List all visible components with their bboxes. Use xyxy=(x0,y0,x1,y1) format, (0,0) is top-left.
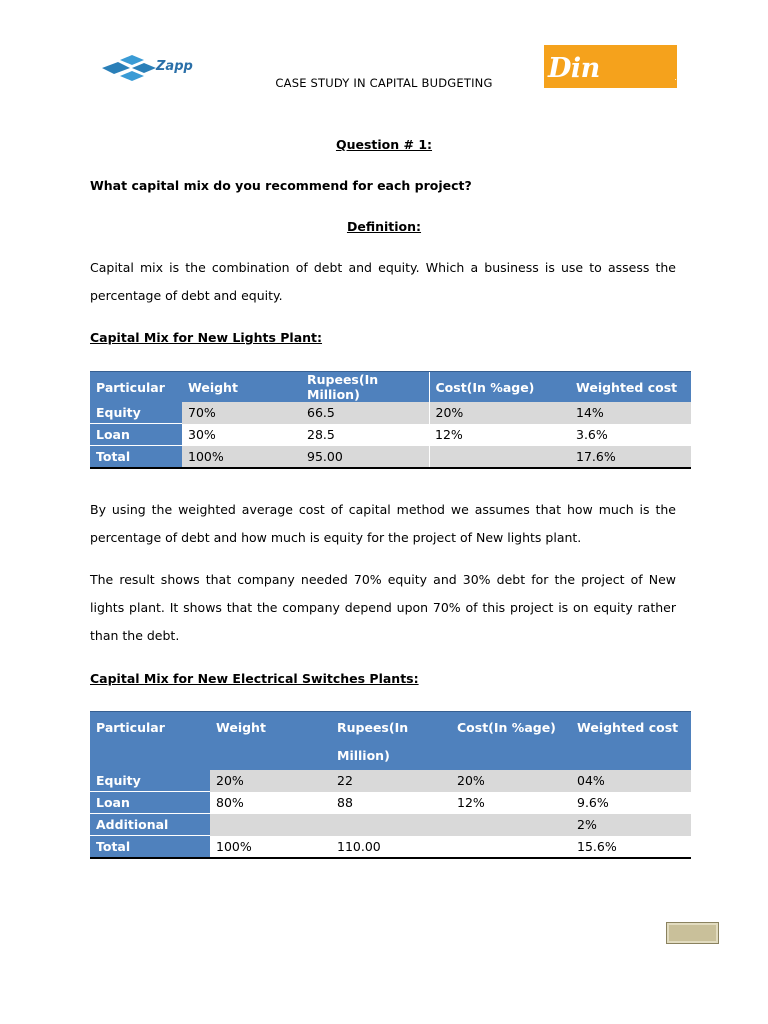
table-cell: 04% xyxy=(571,770,691,792)
table-cell: 20% xyxy=(210,770,331,792)
table-cell: 3.6% xyxy=(576,427,608,442)
logo-script-text: Charagh Din xyxy=(548,15,674,84)
row-label: Equity xyxy=(90,770,210,792)
column-header: Particular xyxy=(90,372,182,403)
row-label: Loan xyxy=(90,792,210,814)
table-cell: 22 xyxy=(331,770,451,792)
table-cell: 20% xyxy=(429,402,570,424)
column-header: Cost(In %age) xyxy=(429,372,570,403)
table-cell xyxy=(451,814,571,836)
table-row xyxy=(90,446,691,469)
column-header: Weight xyxy=(210,712,331,771)
row-label: Equity xyxy=(90,402,182,424)
column-header: Cost(In %age) xyxy=(451,712,571,771)
table-header-row xyxy=(90,712,691,771)
table-cell xyxy=(451,836,571,859)
row-label: Total xyxy=(90,836,210,859)
question-label: Question # 1: xyxy=(335,137,433,152)
table-cell: 12% xyxy=(435,427,463,442)
switches-heading: Capital Mix for New Electrical Switches Plants: xyxy=(90,671,419,686)
table-cell: 2% xyxy=(571,814,691,836)
table-cell: 28.5 xyxy=(307,427,335,442)
table-cell xyxy=(210,814,331,836)
table-cell: 88 xyxy=(337,795,353,810)
table-cell: 80% xyxy=(216,795,244,810)
table-cell: 20% xyxy=(451,770,571,792)
analysis-paragraph-2: The result shows that company needed 70% equity and 30% debt for the project of New lights plant. It shows that the company depend upon 70% of this project is on equity rather than the debt. xyxy=(90,572,676,643)
table-row xyxy=(90,770,691,792)
column-header: Particular xyxy=(90,712,210,771)
table-header-row xyxy=(90,372,691,403)
column-header: Rupees(In Million) xyxy=(331,712,451,771)
column-header: Weighted cost xyxy=(571,712,691,771)
logo-suffix-text: .com xyxy=(674,73,694,82)
definition-paragraph: Capital mix is the combination of debt and equity. Which a business is use to assess the percentage of debt and equity. xyxy=(90,260,676,303)
table-cell: 9.6% xyxy=(577,795,609,810)
table-cell: 15.6% xyxy=(571,836,691,859)
table-cell: 70% xyxy=(182,402,301,424)
table-row xyxy=(90,792,691,814)
table-cell: 14% xyxy=(570,402,691,424)
table-cell xyxy=(429,446,570,469)
document-title: CASE STUDY IN CAPITAL BUDGETING xyxy=(275,76,493,90)
column-header: Weight xyxy=(182,372,301,403)
table-cell: 95.00 xyxy=(301,446,429,469)
table-row xyxy=(90,424,691,446)
column-header: Weighted cost xyxy=(570,372,691,403)
column-header: Rupees(In Million) xyxy=(301,372,429,403)
table-cell: 100% xyxy=(210,836,331,859)
table-row xyxy=(90,814,691,836)
definition-label: Definition: xyxy=(346,219,422,234)
table-row xyxy=(90,402,691,424)
row-label: Total xyxy=(90,446,182,469)
page-button[interactable] xyxy=(666,922,719,944)
row-label: Additional xyxy=(90,814,210,836)
table-cell: 17.6% xyxy=(570,446,691,469)
table-cell: 66.5 xyxy=(301,402,429,424)
row-label: Loan xyxy=(90,424,182,446)
lights-table xyxy=(90,371,691,469)
table-cell: 12% xyxy=(457,795,485,810)
table-row xyxy=(90,836,691,859)
lights-heading: Capital Mix for New Lights Plant: xyxy=(90,330,323,345)
analysis-paragraph-1: By using the weighted average cost of capital method we assumes that how much is the percentage of debt and how much is equity for the project of New lights plant. xyxy=(90,502,676,545)
svg-text:Zapp: Zapp xyxy=(156,59,193,74)
table-cell: 30% xyxy=(188,427,216,442)
table-cell: 100% xyxy=(182,446,301,469)
table-cell: 110.00 xyxy=(331,836,451,859)
table-cell xyxy=(331,814,451,836)
switches-table xyxy=(90,711,691,859)
question-text: What capital mix do you recommend for each project? xyxy=(90,178,472,193)
